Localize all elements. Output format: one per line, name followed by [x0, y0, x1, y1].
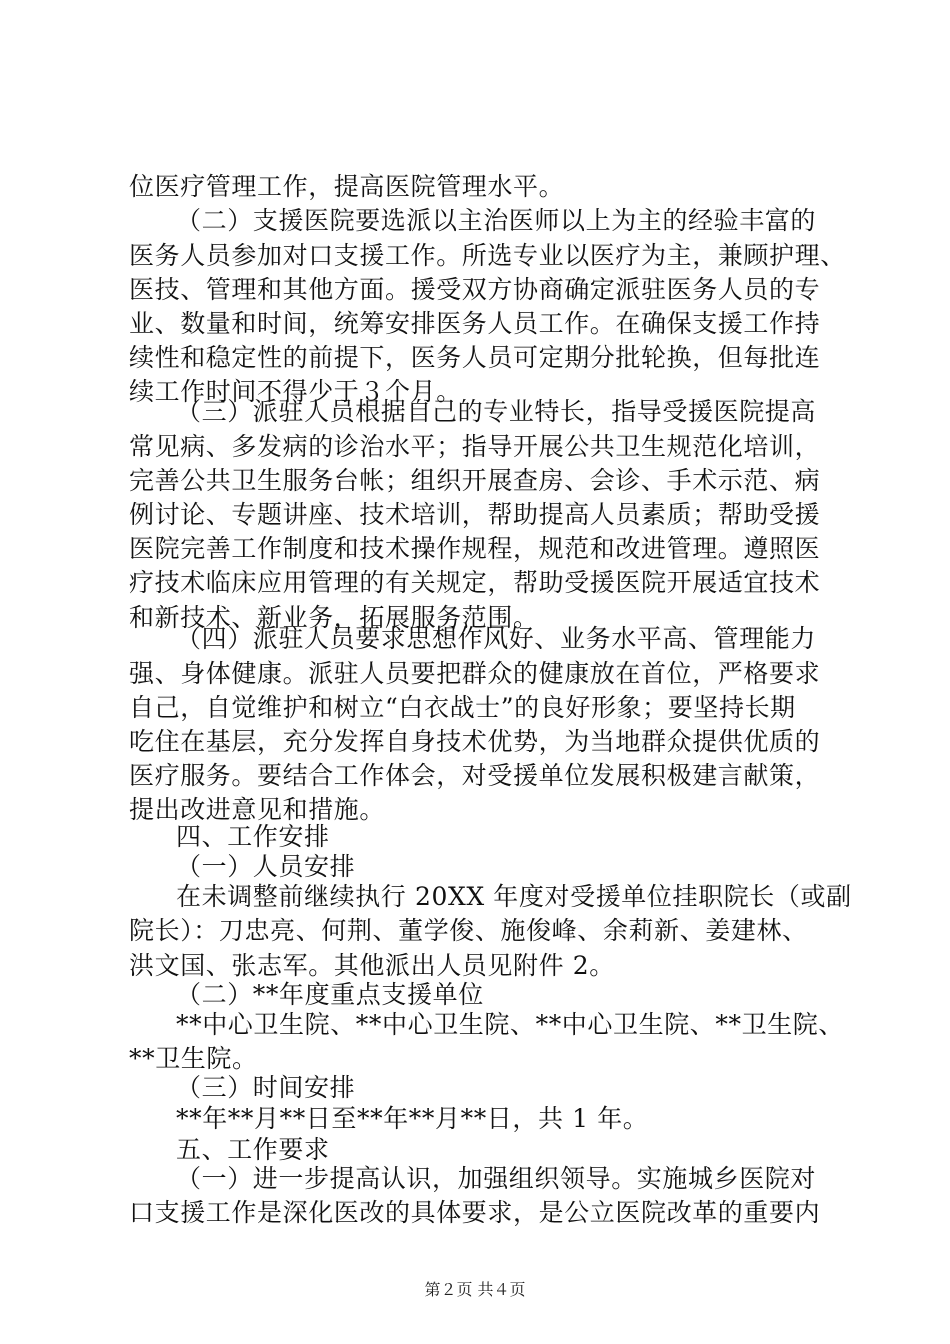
subheading-schedule: （三）时间安排: [176, 1073, 356, 1102]
body-line-3: 医务人员参加对口支援工作。所选专业以医疗为主，兼顾护理、: [129, 241, 846, 270]
body-line-11: 例讨论、专题讲座、技术培训，帮助提高人员素质；帮助受援: [129, 500, 821, 529]
body-line-15: （四）派驻人员要求思想作风好、业务水平高、管理能力: [176, 624, 817, 653]
body-line-14: 和新技术、新业务，拓展服务范围。: [129, 603, 539, 632]
body-line-23: 在未调整前继续执行 20XX 年度对受援单位挂职院长（或副: [176, 882, 852, 911]
body-line-20: 提出改进意见和措施。: [129, 795, 386, 824]
body-line-2: （二）支援医院要选派以主治医师以上为主的经验丰富的: [176, 206, 817, 235]
body-line-8: （三）派驻人员根据自己的专业特长，指导受援医院提高: [176, 397, 817, 426]
body-line-13: 疗技术临床应用管理的有关规定，帮助受援医院开展适宜技术: [129, 568, 821, 597]
section-heading-4: 四、工作安排: [176, 822, 330, 851]
body-line-7: 续工作时间不得少于３个月。: [129, 377, 462, 406]
body-line-18: 吃住在基层，充分发挥自身技术优势，为当地群众提供优质的: [129, 727, 821, 756]
body-line-12: 医院完善工作制度和技术操作规程，规范和改进管理。遵照医: [129, 534, 821, 563]
body-line-17: 自己，自觉维护和树立“白衣战士”的良好形象；要坚持长期: [129, 693, 796, 722]
body-line-19: 医疗服务。要结合工作体会，对受援单位发展积极建言献策，: [129, 761, 821, 790]
subheading-key-units: （二）**年度重点支援单位: [176, 980, 484, 1009]
body-line-4: 医技、管理和其他方面。援受双方协商确定派驻医务人员的专: [129, 275, 821, 304]
body-line-24: 院长）：刀忠亮、何荆、董学俊、施俊峰、余莉新、姜建林、: [129, 916, 808, 945]
section-heading-5: 五、工作要求: [176, 1135, 330, 1164]
subheading-personnel: （一）人员安排: [176, 852, 356, 881]
body-line-10: 完善公共卫生服务台帐；组织开展查房、会诊、手术示范、病: [129, 466, 821, 495]
body-line-6: 续性和稳定性的前提下，医务人员可定期分批轮换，但每批连: [129, 343, 821, 372]
body-line-1: 位医疗管理工作，提高医院管理水平。: [129, 172, 565, 201]
body-line-16: 强、身体健康。派驻人员要把群众的健康放在首位，严格要求: [129, 659, 821, 688]
body-line-25: 洪文国、张志军。其他派出人员见附件 2。: [129, 951, 615, 980]
body-line-9: 常见病、多发病的诊治水平；指导开展公共卫生规范化培训，: [129, 432, 821, 461]
body-line-28: **卫生院。: [129, 1044, 258, 1073]
body-line-5: 业、数量和时间，统筹安排医务人员工作。在确保支援工作持: [129, 309, 821, 338]
body-line-30: **年**月**日至**年**月**日，共 1 年。: [176, 1104, 649, 1133]
body-line-32: （一）进一步提高认识，加强组织领导。实施城乡医院对: [176, 1164, 817, 1193]
body-line-33: 口支援工作是深化医改的具体要求，是公立医院改革的重要内: [129, 1198, 821, 1227]
page-footer: 第２页 共４页: [424, 1280, 526, 1299]
body-line-27: **中心卫生院、**中心卫生院、**中心卫生院、**卫生院、: [176, 1010, 845, 1039]
